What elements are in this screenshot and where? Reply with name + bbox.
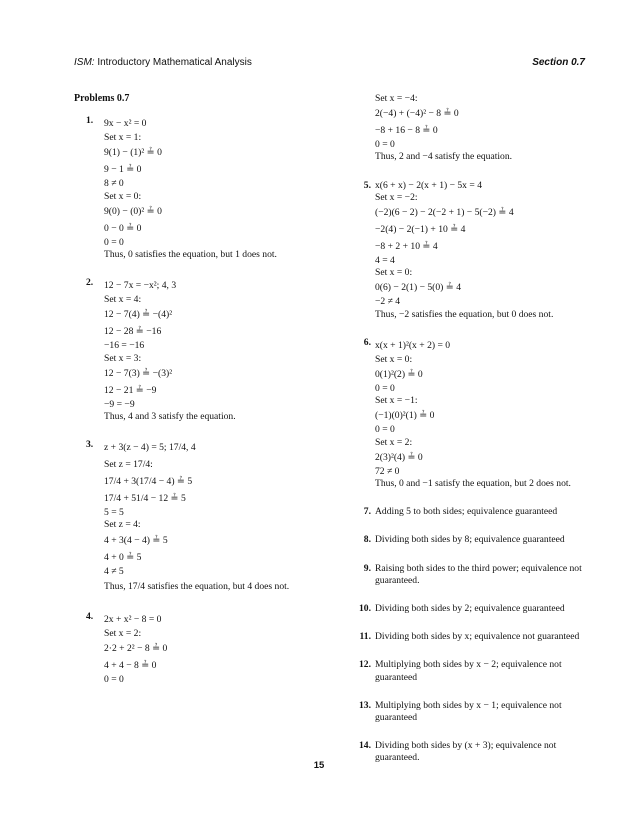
problem [357, 659, 592, 683]
page-number: 15 [313, 760, 325, 771]
solution-line: −8 + 16 − 8 ≟ 0 [375, 125, 438, 137]
problem-number: 6. [363, 336, 371, 348]
problem [74, 611, 319, 686]
solution-line: Set x = 4: [104, 294, 142, 306]
problem-number: 3. [86, 439, 94, 451]
solution-line: Multiplying both sides by x − 1; equivalence not guaranteed [375, 699, 562, 724]
problem [357, 534, 592, 546]
problem-number: 10. [359, 603, 371, 615]
problem [357, 603, 592, 615]
solution-line: x(x + 1)²(x + 2) = 0 [375, 339, 451, 351]
solution-line: 9(1) − (1)² ≟ 0 [104, 147, 162, 159]
problem [357, 337, 592, 490]
solution-line: Dividing both sides by 2; equivalence guaranteed [375, 603, 565, 615]
solution-line: Thus, −2 satisfies the equation, but 0 does not. [375, 308, 554, 320]
problem [74, 277, 319, 423]
solution-line: z + 3(z − 4) = 5; 17/4, 4 [104, 442, 196, 454]
solution-line: 72 ≠ 0 [375, 465, 400, 477]
solution-line: 0(1)²(2) ≟ 0 [375, 369, 423, 381]
solution-line: 0 = 0 [104, 674, 124, 686]
solution-line: 4 ≠ 5 [104, 565, 124, 577]
solution-line: 2x + x² − 8 = 0 [104, 613, 162, 625]
problem-number: 9. [363, 562, 371, 574]
solution-line: 0 = 0 [375, 383, 395, 395]
solution-line: Thus, 17/4 satisfies the equation, but 4 does not. [104, 580, 290, 592]
solution-line: 0 = 0 [375, 139, 395, 151]
solution-line: 2·2 + 2² − 8 ≟ 0 [104, 643, 168, 655]
solution-line: x(6 + x) − 2(x + 1) − 5x = 4 [375, 179, 482, 191]
solution-line: Set z = 17/4: [104, 459, 153, 471]
solution-line: 12 − 7(3) ≟ −(3)² [104, 367, 173, 379]
solution-line: 4 + 3(4 − 4) ≟ 5 [104, 534, 168, 546]
solution-line: Set x = 0: [104, 190, 142, 202]
solution-line: Dividing both sides by x; equivalence not guaranteed [375, 631, 580, 643]
solution-line: Set x = 2: [375, 436, 413, 448]
solution-line: 5 = 5 [104, 507, 124, 519]
problem [357, 631, 592, 643]
left-problem-list [74, 115, 319, 686]
solution-line: 17/4 + 51/4 − 12 ≟ 5 [104, 493, 186, 505]
solution-line: Set z = 4: [104, 519, 141, 531]
solution-line: Raising both sides to the third power; equivalence not guaranteed. [375, 562, 582, 586]
problem-number: 8. [363, 534, 371, 546]
solution-line: −2(4) − 2(−1) + 10 ≟ 4 [375, 224, 466, 236]
solution-line: Set x = −1: [375, 395, 418, 407]
solution-line: 0(6) − 2(1) − 5(0) ≟ 4 [375, 282, 461, 294]
solution-line: 4 = 4 [375, 255, 395, 267]
solution-line: −2 ≠ 4 [375, 296, 401, 308]
solution-line: 12 − 21 ≟ −9 [104, 384, 157, 396]
solution-line: Set x = 1: [104, 132, 142, 144]
problem [357, 506, 592, 518]
right-column [357, 93, 592, 781]
solution-line: (−1)(0)²(1) ≟ 0 [375, 410, 435, 422]
solution-line: 17/4 + 3(17/4 − 4) ≟ 5 [104, 476, 193, 488]
problem-number: 2. [86, 277, 94, 289]
problem-number: 4. [86, 610, 94, 622]
solution-line: Thus, 4 and 3 satisfy the equation. [104, 411, 236, 423]
left-column [74, 93, 319, 702]
solution-line: 8 ≠ 0 [104, 178, 124, 190]
solution-line: 12 − 7x = −x²; 4, 3 [104, 280, 177, 292]
problem-number: 7. [363, 506, 371, 518]
solution-line: Dividing both sides by 8; equivalence guaranteed [375, 534, 565, 546]
header-book-title: Introductory Mathematical Analysis [94, 57, 252, 68]
right-problem-list [357, 180, 592, 765]
solution-line: −16 = −16 [104, 340, 145, 352]
solution-line: 2(3)²(4) ≟ 0 [375, 451, 423, 463]
problem-number: 5. [363, 179, 371, 191]
solution-line: 0 − 0 ≟ 0 [104, 222, 142, 234]
problem-number: 1. [86, 115, 94, 127]
problem-number: 13. [359, 699, 371, 711]
problems-title: Problems 0.7 [74, 93, 130, 104]
solution-line: Thus, 0 and −1 satisfy the equation, but 2 does not. [375, 478, 571, 490]
solution-line: Set x = 0: [375, 267, 413, 279]
solution-line: Set x = 3: [104, 352, 142, 364]
solution-line: 9 − 1 ≟ 0 [104, 164, 142, 176]
solution-line: 12 − 7(4) ≟ −(4)² [104, 309, 173, 321]
solution-line: Set x = −2: [375, 191, 418, 203]
problem-number: 12. [359, 659, 371, 671]
solution-line: Thus, 0 satisfies the equation, but 1 does not. [104, 249, 277, 261]
problem [357, 700, 592, 724]
solution-line: Dividing both sides by (x + 3); equivalence not guaranteed. [375, 740, 557, 764]
problem [74, 115, 319, 261]
problem-number: 11. [359, 631, 371, 643]
problem-4-continuation [357, 93, 592, 164]
solution-line: 9x − x² = 0 [104, 118, 147, 130]
solution-line: 4 + 4 − 8 ≟ 0 [104, 660, 157, 672]
solution-line: Set x = 2: [104, 627, 142, 639]
solution-line: Multiplying both sides by x − 2; equivalence not guaranteed [375, 659, 562, 683]
solution-line: −9 = −9 [104, 398, 135, 410]
problem [357, 563, 592, 587]
solution-line: Set x = −4: [375, 93, 418, 104]
solution-line: 12 − 28 ≟ −16 [104, 326, 162, 338]
solution-line: 9(0) − (0)² ≟ 0 [104, 205, 162, 217]
solution-line: 0 = 0 [375, 424, 395, 436]
running-header-title [74, 57, 252, 68]
header-abbrev: ISM: [74, 57, 95, 68]
problem [74, 439, 319, 595]
solution-line: 2(−4) + (−4)² − 8 ≟ 0 [375, 108, 459, 120]
solution-line: Set x = 0: [375, 353, 413, 365]
solution-line: 0 = 0 [104, 236, 124, 248]
problem [357, 180, 592, 321]
solution-line: Adding 5 to both sides; equivalence guaranteed [375, 506, 558, 518]
problem-number: 14. [359, 740, 371, 752]
solution-line: (−2)(6 − 2) − 2(−2 + 1) − 5(−2) ≟ 4 [375, 207, 514, 219]
solution-line: Thus, 2 and −4 satisfy the equation. [375, 151, 513, 163]
solution-line: 4 + 0 ≟ 5 [104, 551, 142, 563]
running-header-section: Section 0.7 [532, 57, 585, 68]
solution-line: −8 + 2 + 10 ≟ 4 [375, 241, 438, 253]
